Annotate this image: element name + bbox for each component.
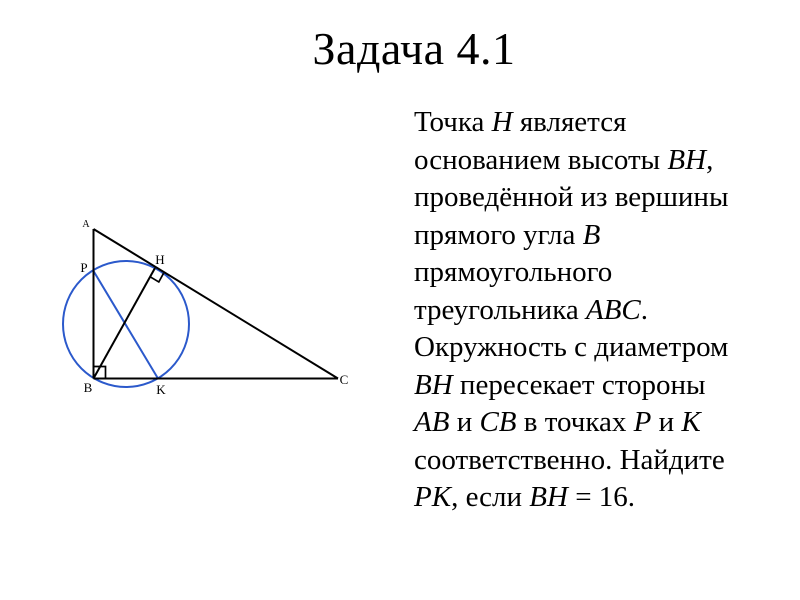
text-segment: и bbox=[651, 406, 682, 438]
math-variable: P bbox=[633, 406, 652, 438]
text-line bbox=[414, 367, 790, 405]
math-variable: B bbox=[582, 218, 601, 251]
math-variable: H bbox=[491, 106, 513, 138]
text-line bbox=[414, 179, 790, 217]
text-line bbox=[414, 404, 790, 442]
math-variable: ABC bbox=[585, 293, 641, 326]
point-label-b: B bbox=[83, 380, 93, 395]
text-segment: Окружность с диаметром bbox=[414, 331, 729, 363]
point-label-p: P bbox=[80, 260, 88, 275]
text-line bbox=[414, 292, 790, 330]
triangle-hypotenuse-ac bbox=[94, 229, 339, 379]
math-variable: K bbox=[681, 406, 701, 438]
math-variable: BH bbox=[667, 143, 707, 176]
text-segment: треугольника bbox=[414, 293, 586, 326]
point-label-c: C bbox=[339, 372, 349, 387]
text-line bbox=[414, 442, 790, 480]
text-line bbox=[414, 142, 790, 180]
text-line bbox=[414, 329, 790, 367]
text-line bbox=[414, 479, 790, 517]
text-segment: прямоугольного bbox=[414, 256, 613, 288]
text-segment: является bbox=[512, 106, 627, 138]
problem-text bbox=[414, 104, 790, 517]
point-label-h: H bbox=[155, 252, 165, 267]
page-title: Задача 4.1 bbox=[312, 23, 516, 74]
text-segment: основанием высоты bbox=[414, 143, 668, 176]
math-variable: CB bbox=[479, 406, 517, 438]
text-segment: и bbox=[449, 406, 480, 438]
math-variable: AB bbox=[414, 406, 450, 438]
math-variable: BH bbox=[414, 368, 453, 401]
text-segment: , bbox=[706, 143, 714, 176]
text-segment: проведённой из вершины bbox=[414, 181, 729, 213]
text-segment: = 16. bbox=[567, 481, 636, 513]
point-label-a: A bbox=[82, 219, 90, 230]
text-segment: прямого угла bbox=[414, 218, 583, 251]
math-variable: PK bbox=[414, 481, 452, 513]
text-line bbox=[414, 217, 790, 255]
text-line bbox=[414, 104, 790, 142]
text-line bbox=[414, 254, 790, 292]
text-segment: в точках bbox=[516, 406, 634, 438]
text-segment: Точка bbox=[414, 106, 492, 138]
point-label-k: K bbox=[156, 382, 166, 397]
math-variable: BH bbox=[529, 481, 568, 513]
text-segment: . bbox=[640, 293, 649, 326]
text-segment: пересекает стороны bbox=[452, 368, 706, 401]
text-segment: , если bbox=[451, 481, 530, 513]
text-segment: соответственно. Найдите bbox=[414, 443, 725, 476]
